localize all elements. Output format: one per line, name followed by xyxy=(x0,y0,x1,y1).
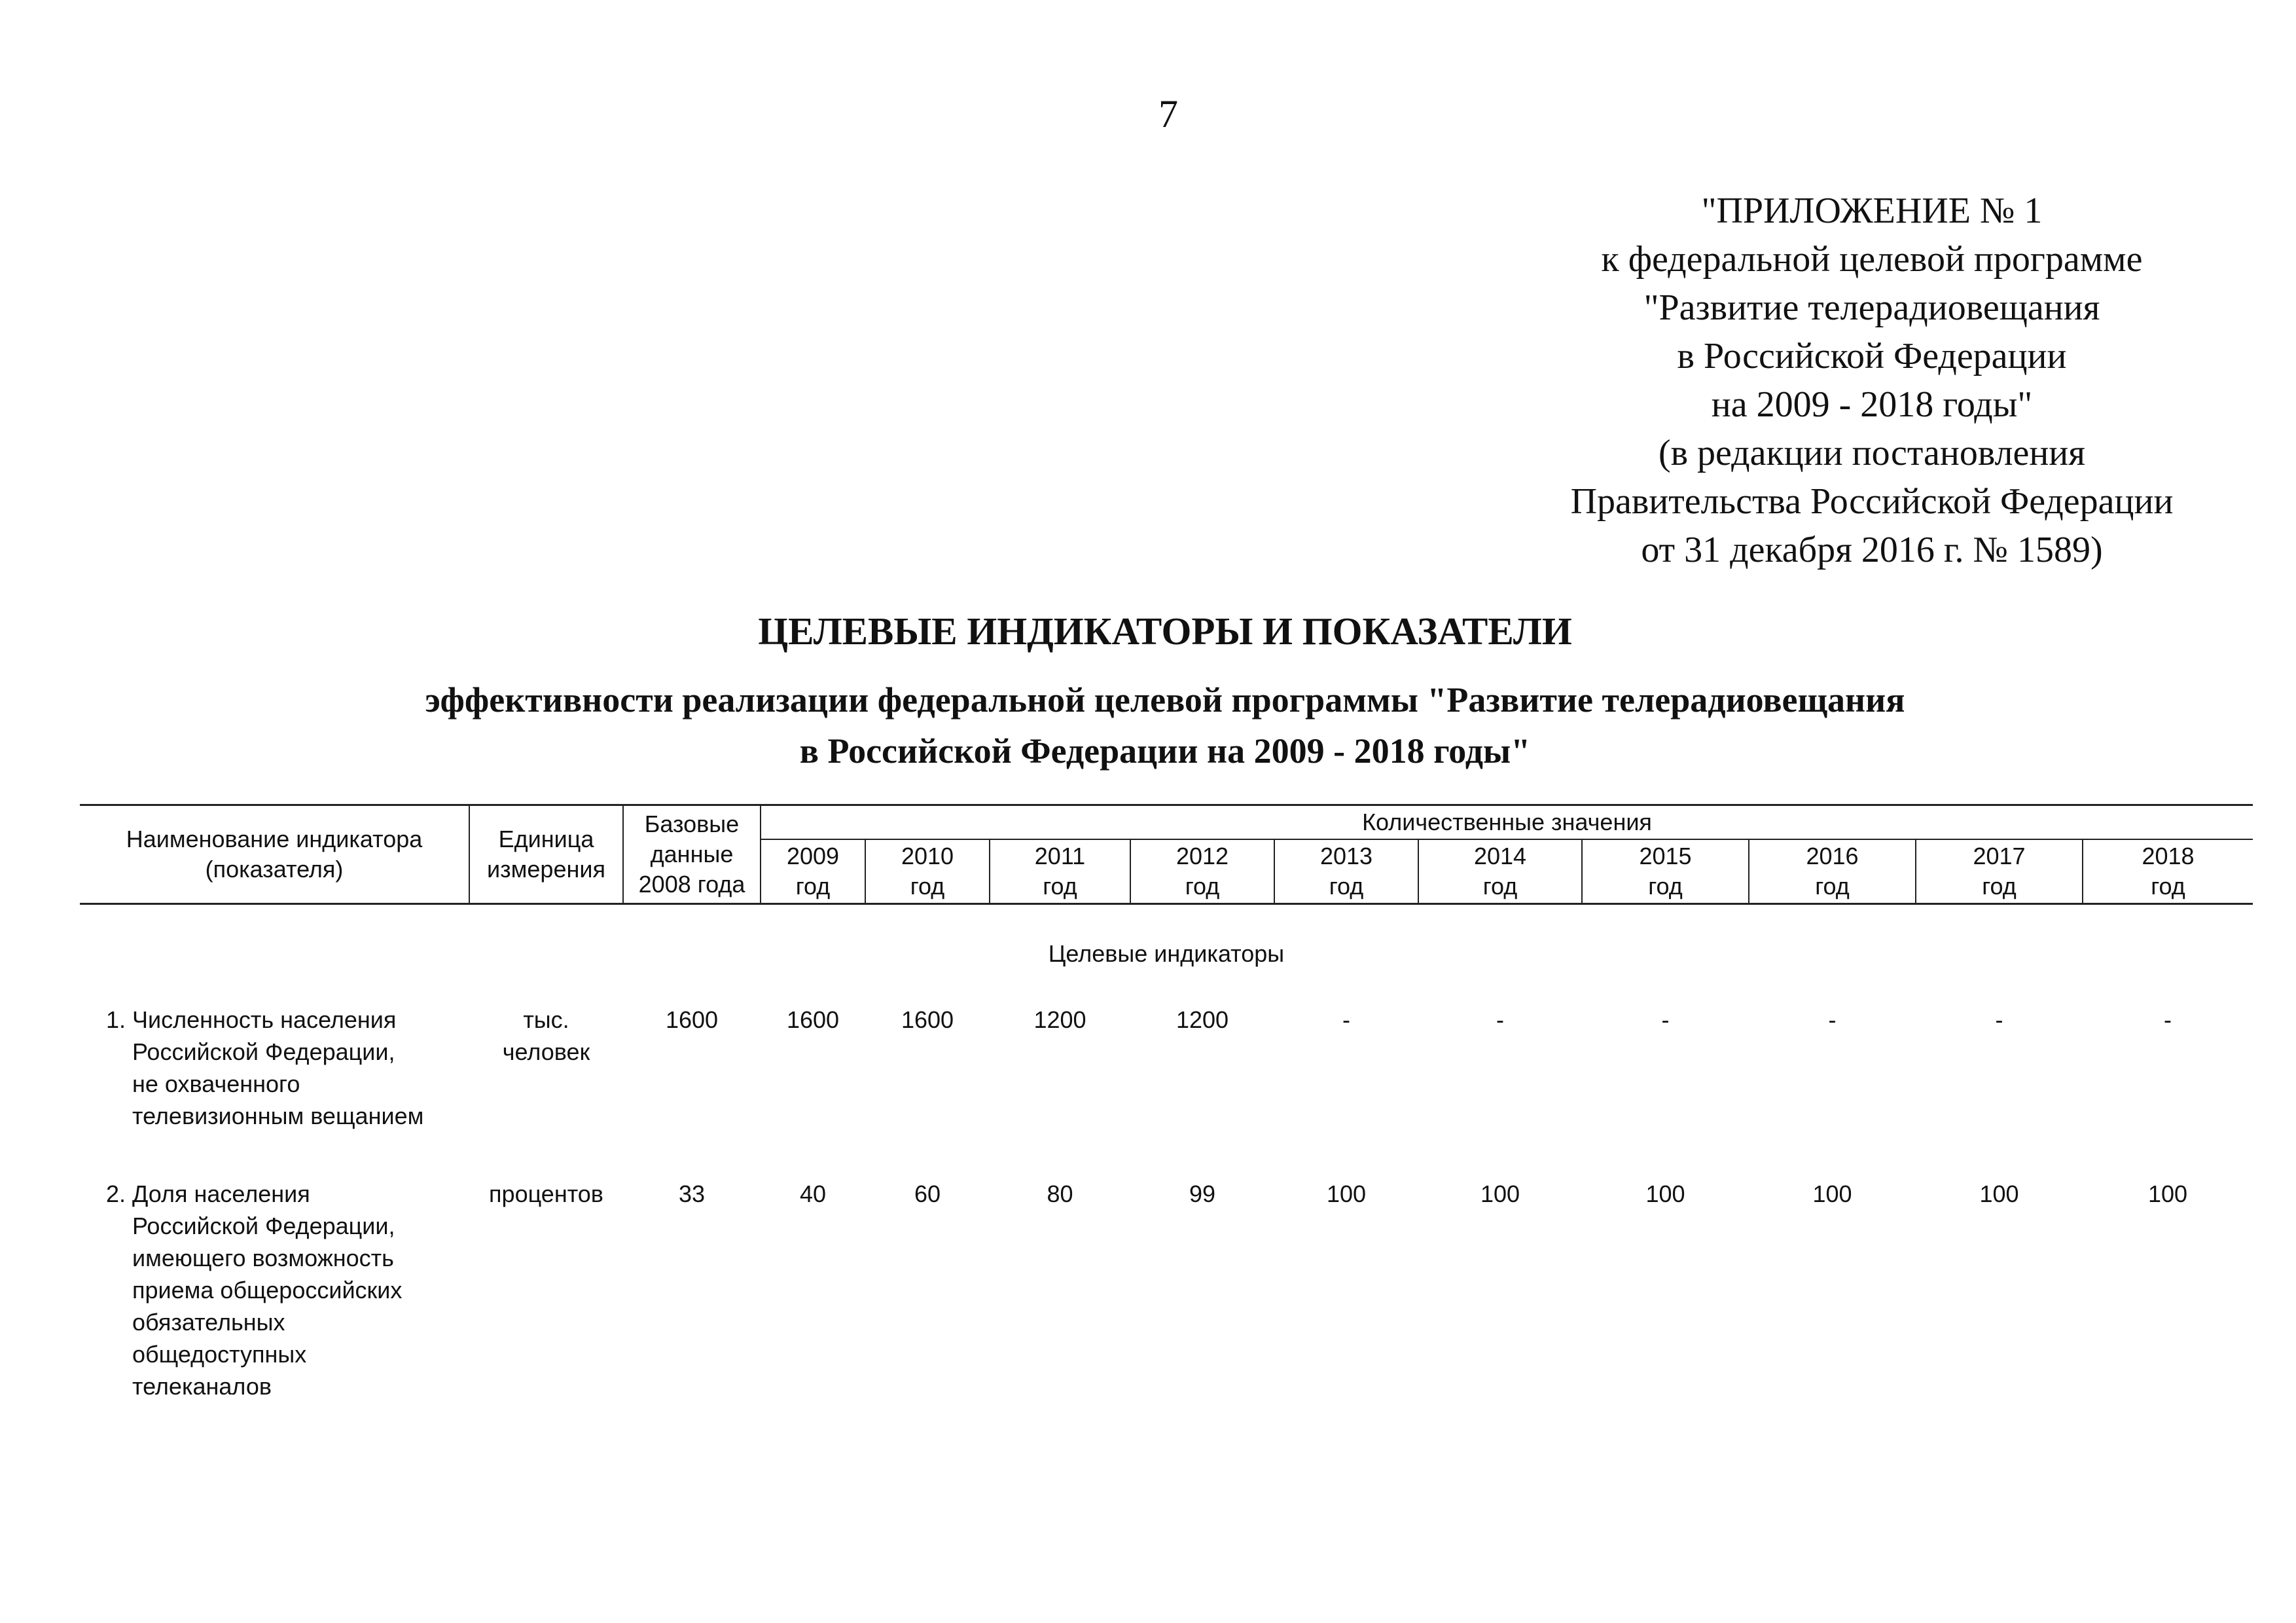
appendix-line: "Развитие телерадиовещания xyxy=(1643,287,2100,328)
value-2009: 40 xyxy=(799,1180,827,1207)
subtitle-line: в Российской Федерации на 2009 - 2018 годы" xyxy=(799,731,1531,771)
value-2010: 1600 xyxy=(901,1006,954,1033)
value-2016: - xyxy=(1828,1006,1837,1033)
appendix-line: (в редакции постановления xyxy=(1658,433,2086,473)
unit-cell: тыс. человек xyxy=(502,1006,590,1065)
header-year-2010: 2010 год xyxy=(865,839,990,904)
header-year-2018: 2018 год xyxy=(2083,839,2253,904)
header-unit: Единица измерения xyxy=(469,805,623,904)
base-value: 33 xyxy=(678,1180,706,1207)
value-2010: 60 xyxy=(914,1180,941,1207)
value-2014: - xyxy=(1496,1006,1504,1033)
value-2017: 100 xyxy=(1979,1180,2019,1207)
table-row xyxy=(80,1178,2253,1448)
appendix-line: Правительства Российской Федерации xyxy=(1570,481,2174,522)
indicator-name: Численность населения Российской Федерации, не охваченного телевизионным вещанием xyxy=(132,1006,424,1129)
section-label: Целевые индикаторы xyxy=(1048,940,1285,967)
value-2012: 99 xyxy=(1189,1180,1216,1207)
table-row xyxy=(80,1004,2253,1178)
base-value: 1600 xyxy=(665,1006,719,1033)
row-index: 2. xyxy=(105,1180,126,1207)
appendix-block xyxy=(1505,187,2238,574)
header-year-2017: 2017 год xyxy=(1916,839,2083,904)
value-2014: 100 xyxy=(1480,1180,1520,1207)
document-subtitle xyxy=(0,674,2296,776)
document-title: ЦЕЛЕВЫЕ ИНДИКАТОРЫ И ПОКАЗАТЕЛИ xyxy=(758,610,1572,653)
value-2011: 80 xyxy=(1047,1180,1073,1207)
appendix-line: "ПРИЛОЖЕНИЕ № 1 xyxy=(1701,191,2043,231)
row-index: 1. xyxy=(105,1006,126,1033)
indicator-name: Доля населения Российской Федерации, имеющего возможность приема общероссийских обязательных общедоступных телеканалов xyxy=(132,1180,403,1400)
appendix-line: от 31 декабря 2016 г. № 1589) xyxy=(1641,530,2103,570)
header-year-2009: 2009 год xyxy=(761,839,865,904)
header-year-2014: 2014 год xyxy=(1418,839,1582,904)
header-base-data: Базовые данные 2008 года xyxy=(623,805,761,904)
header-year-2016: 2016 год xyxy=(1749,839,1916,904)
header-year-2015: 2015 год xyxy=(1582,839,1749,904)
unit-cell: процентов xyxy=(489,1180,603,1207)
appendix-line: на 2009 - 2018 годы" xyxy=(1711,384,2033,425)
page-number: 7 xyxy=(1158,92,1178,136)
value-2016: 100 xyxy=(1812,1180,1852,1207)
value-2015: 100 xyxy=(1645,1180,1685,1207)
value-2017: - xyxy=(1995,1006,2003,1033)
value-2009: 1600 xyxy=(786,1006,840,1033)
subtitle-line: эффективности реализации федеральной целевой программы "Развитие телерадиовещания xyxy=(425,680,1905,720)
indicators-table-wrapper xyxy=(80,804,2253,1448)
header-year-2013: 2013 год xyxy=(1274,839,1418,904)
indicators-table xyxy=(80,804,2253,1448)
appendix-line: к федеральной целевой программе xyxy=(1601,239,2143,280)
header-quantitative-values: Количественные значения xyxy=(761,805,2253,840)
value-2015: - xyxy=(1661,1006,1670,1033)
value-2018: - xyxy=(2164,1006,2172,1033)
appendix-line: в Российской Федерации xyxy=(1677,336,2067,376)
header-year-2011: 2011 год xyxy=(990,839,1130,904)
value-2013: 100 xyxy=(1326,1180,1367,1207)
value-2018: 100 xyxy=(2147,1180,2188,1207)
value-2013: - xyxy=(1342,1006,1350,1033)
header-indicator-name: Наименование индикатора (показателя) xyxy=(80,805,469,904)
header-year-2012: 2012 год xyxy=(1130,839,1274,904)
value-2011: 1200 xyxy=(1033,1006,1086,1033)
value-2012: 1200 xyxy=(1175,1006,1229,1033)
